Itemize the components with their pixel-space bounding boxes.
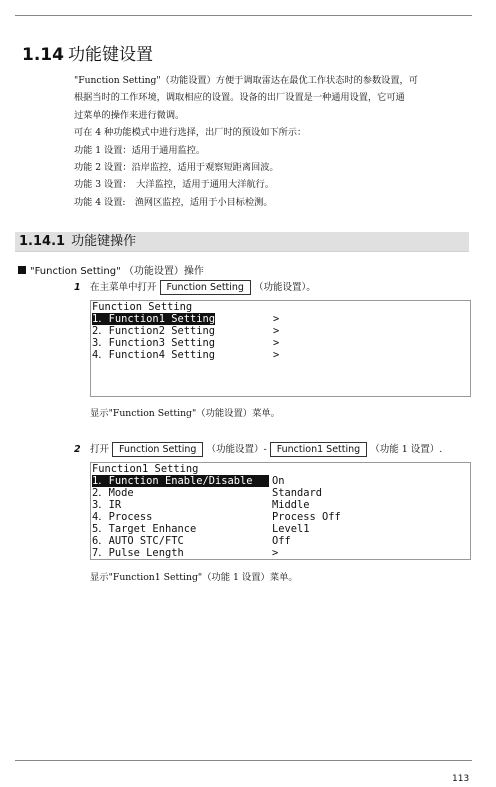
menu-row-target-enhance[interactable]: 5．Target Enhance Level1 bbox=[92, 523, 310, 535]
menu-value: Standard bbox=[272, 487, 323, 499]
menu-value: Middle bbox=[272, 499, 310, 511]
intro-line: 根据当时的工作环境，调取相应的设置。设备的出厂设置是一种通用设置，它可通 bbox=[74, 92, 405, 104]
step-1 bbox=[74, 280, 316, 296]
step-number: 2 bbox=[74, 444, 81, 455]
section-title: 功能键设置 bbox=[67, 45, 153, 65]
subsection-number: 1.14.1 bbox=[19, 234, 66, 249]
step-2 bbox=[74, 442, 442, 458]
caption-1: 显示"Function Setting"（功能设置）菜单。 bbox=[90, 408, 280, 419]
step-text: （功能 1 设置）. bbox=[370, 444, 443, 455]
menu-row-process[interactable]: 4．Process Process Off bbox=[92, 511, 341, 523]
menu-row-function4[interactable]: 4．Function4 Setting > bbox=[92, 349, 280, 361]
intro-line: "Function Setting"（功能设置）方便于调取雷达在最优工作状态时的参数设置，可 bbox=[74, 75, 418, 86]
menu-row-function3[interactable]: 3．Function3 Setting > bbox=[92, 337, 280, 349]
procedure-title bbox=[18, 262, 204, 277]
function-setting-key: Function Setting bbox=[160, 280, 251, 295]
function-setting-menu bbox=[90, 300, 471, 397]
step-text: （功能设置）- bbox=[206, 444, 267, 455]
section-heading bbox=[22, 40, 153, 65]
function1-setting-menu bbox=[90, 462, 471, 560]
header-rule bbox=[15, 15, 472, 16]
chevron-right-icon: > bbox=[272, 547, 279, 559]
step-number: 1 bbox=[74, 282, 81, 293]
page-number: 113 bbox=[452, 774, 470, 784]
intro-line: 功能 4 设置: 渔网区监控，适用于小目标检测。 bbox=[74, 196, 273, 208]
menu-title: Function Setting bbox=[92, 301, 193, 313]
function1-setting-key: Function1 Setting bbox=[270, 442, 368, 457]
intro-line: 功能 2 设置：沿岸监控，适用于观察短距离回波。 bbox=[74, 162, 279, 174]
menu-row-mode[interactable]: 2．Mode Standard bbox=[92, 487, 323, 499]
section-number: 1.14 bbox=[22, 45, 64, 65]
caption-2: 显示"Function1 Setting"（功能 1 设置）菜单。 bbox=[90, 572, 298, 583]
menu-row-auto-stc-ftc[interactable]: 6．AUTO STC/FTC Off bbox=[92, 535, 291, 547]
menu-value: Off bbox=[272, 535, 291, 547]
menu-row-function2[interactable]: 2．Function2 Setting > bbox=[92, 325, 280, 337]
chevron-right-icon: > bbox=[273, 337, 280, 349]
chevron-right-icon: > bbox=[273, 349, 280, 361]
square-bullet-icon bbox=[18, 266, 26, 274]
procedure-title-text: "Function Setting" （功能设置）操作 bbox=[30, 266, 204, 277]
menu-value: Level1 bbox=[272, 523, 310, 535]
footer-rule bbox=[15, 760, 472, 761]
menu-row-pulse-length[interactable]: 7．Pulse Length > bbox=[92, 547, 279, 559]
function-setting-key: Function Setting bbox=[112, 442, 203, 457]
intro-text bbox=[74, 72, 474, 211]
menu-value: Process Off bbox=[272, 511, 341, 523]
chevron-right-icon: > bbox=[273, 313, 280, 325]
subsection-heading bbox=[15, 232, 469, 252]
intro-line: 功能 1 设置：适用于通用监控。 bbox=[74, 144, 206, 156]
chevron-right-icon: > bbox=[273, 325, 280, 337]
intro-line: 可在 4 种功能模式中进行选择，出厂时的预设如下所示： bbox=[74, 127, 307, 139]
intro-line: 功能 3 设置： 大洋监控，适用于通用大洋航行。 bbox=[74, 179, 275, 191]
menu-row-function1[interactable]: 1．Function1 Setting > bbox=[92, 313, 280, 325]
intro-line: 过菜单的操作来进行微调。 bbox=[74, 109, 185, 121]
menu-value: On bbox=[272, 475, 285, 487]
subsection-title: 功能键操作 bbox=[71, 234, 137, 249]
menu-title: Function1 Setting bbox=[92, 463, 199, 475]
step-text: 在主菜单中打开 bbox=[90, 282, 157, 293]
menu-row-ir[interactable]: 3．IR Middle bbox=[92, 499, 310, 511]
step-text: （功能设置）。 bbox=[253, 282, 316, 293]
menu-row-function-enable[interactable]: 1．Function Enable/Disable On bbox=[92, 475, 285, 487]
step-text: 打开 bbox=[90, 444, 110, 455]
